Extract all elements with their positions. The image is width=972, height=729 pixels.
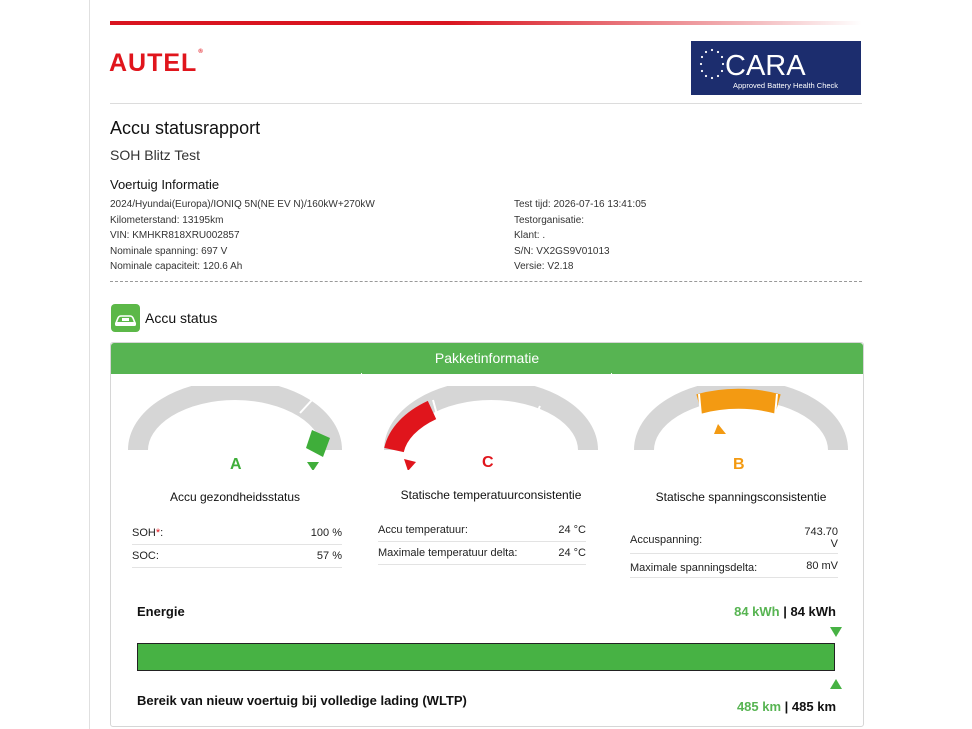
report-title: Accu statusrapport	[110, 118, 261, 138]
battery-status-heading: Accu status	[145, 310, 218, 326]
cara-title: CARA	[725, 50, 806, 82]
voltage-grade: B	[733, 456, 745, 473]
energy-marker-icon	[830, 627, 842, 637]
test-organisation: Testorganisatie:	[514, 214, 585, 226]
energy-bar	[137, 643, 835, 671]
soh-row: SOH*: 100 %	[132, 527, 342, 545]
energy-value: 84 kWh | 84 kWh	[734, 604, 836, 619]
eu-stars-icon	[695, 47, 729, 87]
header-accent-bar	[110, 21, 862, 25]
max-temperature-delta-row: Maximale temperatuur delta: 24 °C	[378, 547, 586, 565]
left-margin-line	[89, 0, 90, 729]
battery-car-icon	[111, 304, 140, 332]
customer: Klant: .	[514, 230, 546, 241]
max-temperature-delta-value: 24 °C	[558, 547, 586, 559]
vehicle-vin: VIN: KMHKR818XRU002857	[110, 230, 240, 241]
temperature-gauge-title: Statische temperatuurconsistentie	[400, 488, 582, 502]
battery-temperature-value: 24 °C	[558, 524, 586, 536]
voltage-gauge-title: Statische spanningsconsistentie	[655, 490, 827, 504]
vehicle-info-heading: Voertuig Informatie	[110, 177, 220, 192]
soc-row: SOC: 57 %	[132, 550, 342, 568]
vehicle-nominal-capacity: Nominale capaciteit: 120.6 Ah	[110, 261, 243, 272]
test-time: Test tijd: 2026-07-16 13:41:05	[514, 199, 647, 210]
range-marker-icon	[830, 679, 842, 689]
vehicle-mileage: Kilometerstand: 13195km	[110, 214, 224, 226]
soc-value: 57 %	[316, 550, 342, 562]
max-voltage-delta-row: Maximale spanningsdelta: 80 mV	[630, 560, 838, 578]
vehicle-model: 2024/Hyundai(Europa)/IONIQ 5N(NE EV N)/160kW+270kW	[110, 199, 375, 210]
pack-info-header: Pakketinformatie	[111, 343, 863, 374]
temperature-grade: C	[482, 454, 494, 471]
cara-subtitle: Approved Battery Health Check	[733, 81, 839, 90]
header-divider	[110, 103, 862, 104]
section-dashed-divider	[110, 281, 862, 282]
report-subtitle: SOH Blitz Test	[110, 147, 200, 163]
pack-voltage-row: Accuspanning: 743.70 V	[630, 526, 838, 554]
software-version: Versie: V2.18	[514, 261, 574, 272]
autel-logo: AUTEL®	[109, 49, 204, 77]
vehicle-info-left	[110, 197, 375, 275]
cara-badge	[691, 41, 861, 95]
serial-number: S/N: VX2GS9V01013	[514, 245, 610, 257]
vehicle-info-right	[514, 197, 646, 275]
health-grade: A	[230, 456, 242, 473]
range-value: 485 km | 485 km	[736, 699, 836, 714]
pack-voltage-value: 743.70 V	[804, 526, 838, 550]
range-label: Bereik van nieuw voertuig bij volledige lading (WLTP)	[137, 693, 467, 708]
battery-temperature-row: Accu temperatuur: 24 °C	[378, 524, 586, 542]
max-voltage-delta-value: 80 mV	[806, 560, 838, 572]
energy-label: Energie	[137, 604, 185, 619]
header-tick	[361, 373, 362, 376]
vehicle-nominal-voltage: Nominale spanning: 697 V	[110, 245, 228, 257]
soh-value: 100 %	[310, 527, 342, 539]
header-tick	[611, 373, 612, 376]
health-gauge-title: Accu gezondheidsstatus	[169, 490, 301, 504]
